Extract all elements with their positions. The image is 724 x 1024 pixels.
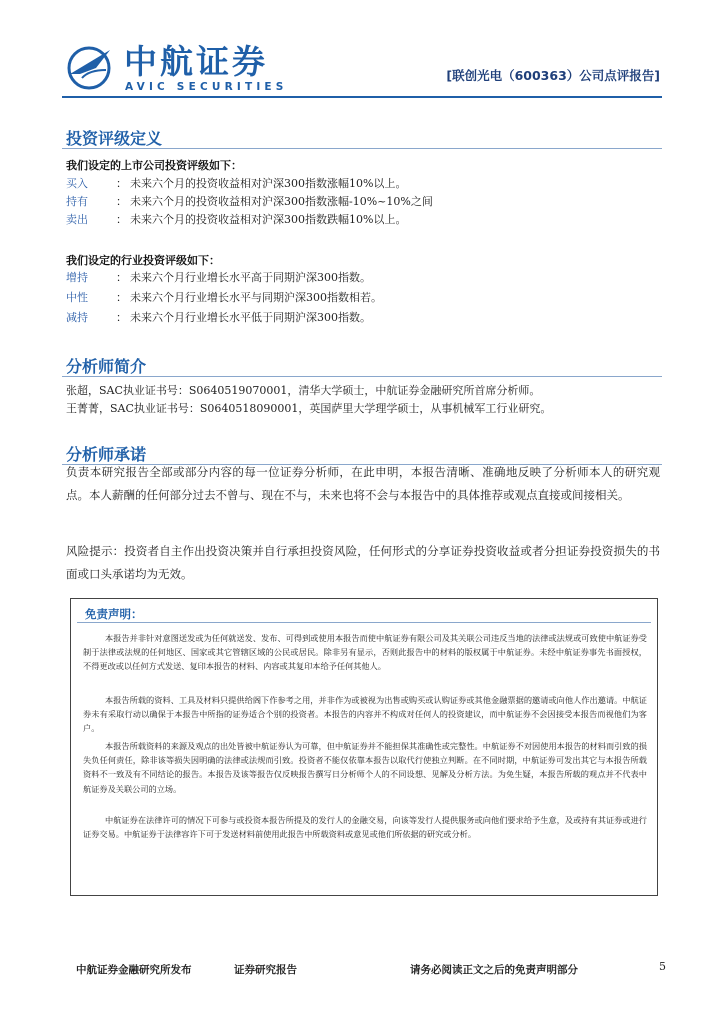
rating-desc: 未来六个月行业增长水平与同期沪深300指数相若。: [130, 291, 382, 304]
company-rating-row: [66, 176, 656, 192]
industry-rating-row: [66, 270, 656, 286]
section-title-analyst-intro: 分析师简介: [66, 357, 147, 376]
disclaimer-box: [70, 598, 658, 896]
rating-colon: ：: [116, 195, 127, 208]
rating-desc: 未来六个月的投资收益相对沪深300指数涨幅10%以上。: [130, 177, 407, 190]
logo-english: AVIC SECURITIES: [125, 81, 288, 93]
commitment-paragraph: 负责本研究报告全部或部分内容的每一位证券分析师，在此申明，本报告清晰、准确地反映了分析师本人的研究观点。本人薪酬的任何部分过去不曾与、现在不与，未来也将不会与本报告中的具体推荐或观点直接或间接相关。: [66, 465, 660, 502]
industry-rating-row: [66, 290, 656, 306]
logo-chinese: 中航证券: [124, 42, 268, 81]
rating-colon: ：: [116, 271, 127, 284]
page-footer: [62, 960, 666, 980]
section-title-rating: 投资评级定义: [66, 129, 163, 148]
footer-org: 中航证券金融研究所发布: [76, 964, 192, 976]
footer-report-type: 证券研究报告: [234, 964, 297, 976]
disclaimer-paragraph: 中航证券在法律许可的情况下可参与或投资本报告所提及的发行人的金融交易，向该等发行人提供服务或向他们要求给予生意，及或持有其证券或进行证券交易。中航证券于法律容许下可于发送材料前使用此报告中所载资料或意见或他们所依据的研究或分析。: [83, 815, 647, 840]
company-rating-heading: 我们设定的上市公司投资评级如下：: [66, 159, 242, 172]
rating-label: 卖出: [66, 213, 88, 226]
rating-label: 减持: [66, 311, 88, 324]
page-number: 5: [659, 960, 666, 973]
footer-notice: 请务必阅读正文之后的免责声明部分: [410, 964, 578, 976]
risk-warning: 风险提示：投资者自主作出投资决策并自行承担投资风险，任何形式的分享证券投资收益或者分担证券投资损失的书面或口头承诺均为无效。: [66, 544, 660, 581]
rating-colon: ：: [116, 311, 127, 324]
rating-desc: 未来六个月的投资收益相对沪深300指数涨幅-10%~10%之间: [130, 195, 433, 208]
rating-desc: 未来六个月行业增长水平高于同期沪深300指数。: [130, 271, 371, 284]
rating-label: 增持: [66, 271, 88, 284]
industry-rating-row: [66, 310, 656, 326]
section-title-commitment: 分析师承诺: [66, 445, 147, 464]
rating-desc: 未来六个月行业增长水平低于同期沪深300指数。: [130, 311, 371, 324]
disclaimer-title: 免责声明：: [85, 607, 143, 621]
rating-label: 中性: [66, 291, 88, 304]
disclaimer-paragraph: 本报告并非针对意图送发或为任何就送发、发布、可得到或使用本报告而使中航证券有限公司及其关联公司违反当地的法律或法规或可致使中航证券受制于法律或法规的任何地区、国家或其它管辖区域的公民或居民。除非另有显示，否则此报告中的材料的版权属于中航证券。未经中航证券事先书面授权，不得更改或以任何方式发送、复印本报告的材料、内容或其复印本给予任何其他人。: [83, 633, 647, 672]
company-rating-row: [66, 194, 656, 210]
rating-label: 买入: [66, 177, 88, 190]
disclaimer-paragraph: 本报告所载资料的来源及观点的出处皆被中航证券认为可靠，但中航证券并不能担保其准确性或完整性。中航证券不对因使用本报告的材料而引致的损失负任何责任，除非该等损失因明确的法律或法规而引致。投资者不能仅依靠本报告以取代行使独立判断。在不同时期，中航证券可发出其它与本报告所载资料不一致及有不同结论的报告。本报告及该等报告仅反映报告撰写日分析师个人的不同设想、见解及分析方法。为免生疑，本报告所载的观点并不代表中航证券及关联公司的立场。: [83, 741, 647, 794]
disclaimer-title-bar: [77, 605, 651, 623]
rating-colon: ：: [116, 177, 127, 190]
section-rule: [62, 148, 662, 149]
rating-colon: ：: [116, 213, 127, 226]
avic-emblem-icon: [66, 44, 112, 90]
rating-colon: ：: [116, 291, 127, 304]
analyst-line: 张超，SAC执业证书号：S0640519070001，清华大学硕士，中航证券金融研究所首席分析师。: [66, 384, 541, 397]
disclaimer-paragraph: 本报告所载的资料、工具及材料只提供给阁下作参考之用，并非作为或被视为出售或购买或认购证券或其他金融票据的邀请或向他人作出邀请。中航证券未有采取行动以确保于本报告中所指的证券适合个别的投资者。本报告的内容并不构成对任何人的投资建议，而中航证券不会因接受本报告而视他们为客户。: [83, 695, 647, 734]
report-tag: [联创光电（600363）公司点评报告]: [446, 68, 660, 83]
header-divider: [62, 96, 662, 98]
section-rule: [62, 376, 662, 377]
company-rating-row: [66, 212, 656, 228]
analyst-line: 王菁菁，SAC执业证书号：S0640518090001，英国萨里大学理学硕士，从事机械军工行业研究。: [66, 402, 552, 415]
rating-desc: 未来六个月的投资收益相对沪深300指数跌幅10%以上。: [130, 213, 407, 226]
industry-rating-heading: 我们设定的行业投资评级如下：: [66, 254, 220, 267]
report-header: [62, 40, 662, 96]
emblem-text: AVIC: [80, 79, 93, 85]
rating-label: 持有: [66, 195, 88, 208]
